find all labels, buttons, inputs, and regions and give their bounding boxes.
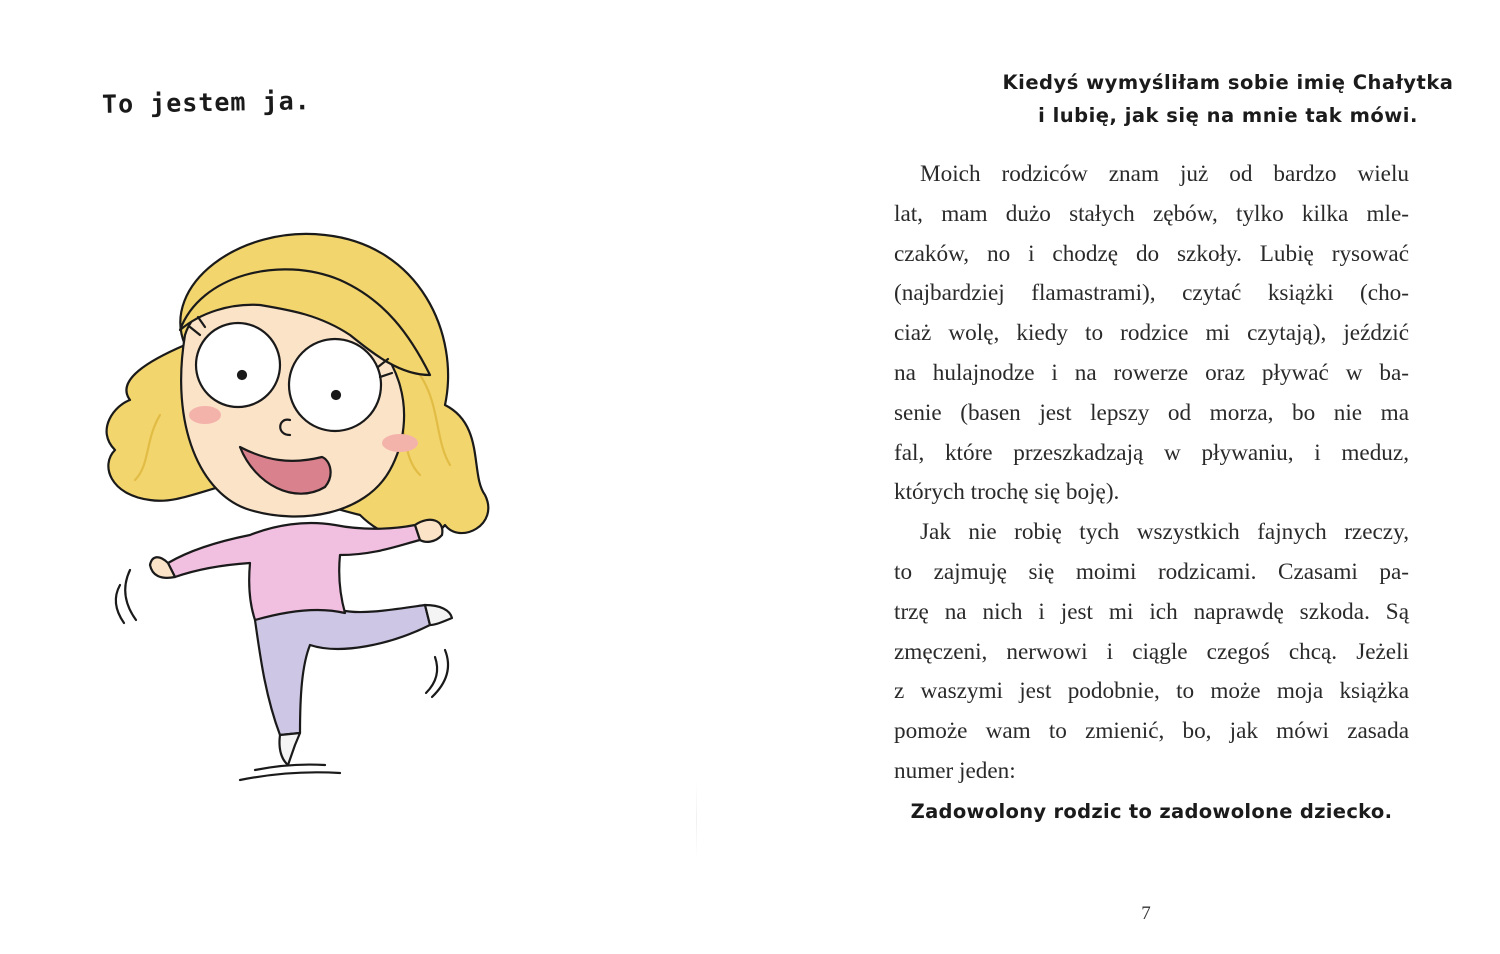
text-line: ciaż wolę, kiedy to rodzice mi czytają), jeździć — [894, 320, 1409, 347]
text-line: pomoże wam to zmienić, bo, jak mówi zasada — [894, 718, 1409, 745]
page-number: 7 — [1141, 903, 1151, 924]
girl-illustration — [90, 225, 490, 785]
motion-line — [255, 765, 325, 770]
motion-line — [426, 657, 437, 693]
text-line: (najbardziej flamastrami), czytać książki (cho- — [894, 280, 1409, 307]
text-line: z waszymi jest podobnie, to może moja książka — [894, 678, 1409, 705]
text-line: fal, które przeszkadzają w pływaniu, i meduz, — [894, 439, 1409, 466]
text-line: numer jeden: — [894, 757, 1016, 784]
text-line: zmęczeni, nerwowi i ciągle czegoś chcą. Jeżeli — [894, 638, 1409, 665]
right-eye — [289, 339, 381, 431]
motion-line — [116, 585, 124, 623]
right-page — [750, 0, 1500, 954]
cheek — [189, 406, 221, 424]
right-pupil — [332, 391, 340, 399]
page-gutter — [696, 780, 697, 860]
motion-line — [125, 570, 136, 620]
cheek — [382, 434, 418, 452]
text-line: których trochę się boję). — [894, 479, 1120, 506]
body-text — [894, 155, 1409, 792]
text-line: Moich rodziców znam już od bardzo wielu — [920, 161, 1409, 187]
pants — [255, 605, 430, 735]
text-line: na hulajnodze i na rowerze oraz pływać w ba- — [894, 359, 1409, 386]
text-line: trzę na nich i jest mi ich naprawdę szkoda. Są — [894, 598, 1409, 625]
shoe — [279, 733, 300, 765]
left-pupil — [238, 371, 246, 379]
text-line: Jak nie robię tych wszystkich fajnych rzeczy, — [920, 519, 1409, 546]
left-eye — [196, 323, 280, 407]
hand — [415, 520, 442, 542]
text-line: senie (basen jest lepszy od morza, bo nie ma — [894, 399, 1409, 426]
shirt — [168, 523, 420, 620]
intro-heading — [928, 66, 1500, 132]
motion-line — [240, 772, 340, 780]
intro-heading-line: Kiedyś wymyśliłam sobie imię Chałytka — [1002, 71, 1454, 94]
rule-statement: Zadowolony rodzic to zadowolone dziecko. — [910, 800, 1393, 823]
shoe — [425, 605, 452, 625]
illustration-caption: To jestem ja. — [101, 86, 311, 119]
text-line: lat, mam dużo stałych zębów, tylko kilka mle- — [894, 200, 1409, 227]
text-line: to zajmuję się moimi rodzicami. Czasami pa- — [894, 558, 1409, 585]
intro-heading-line: i lubię, jak się na mnie tak mówi. — [1038, 104, 1418, 127]
text-line: czaków, no i chodzę do szkoły. Lubię rysować — [894, 240, 1409, 267]
